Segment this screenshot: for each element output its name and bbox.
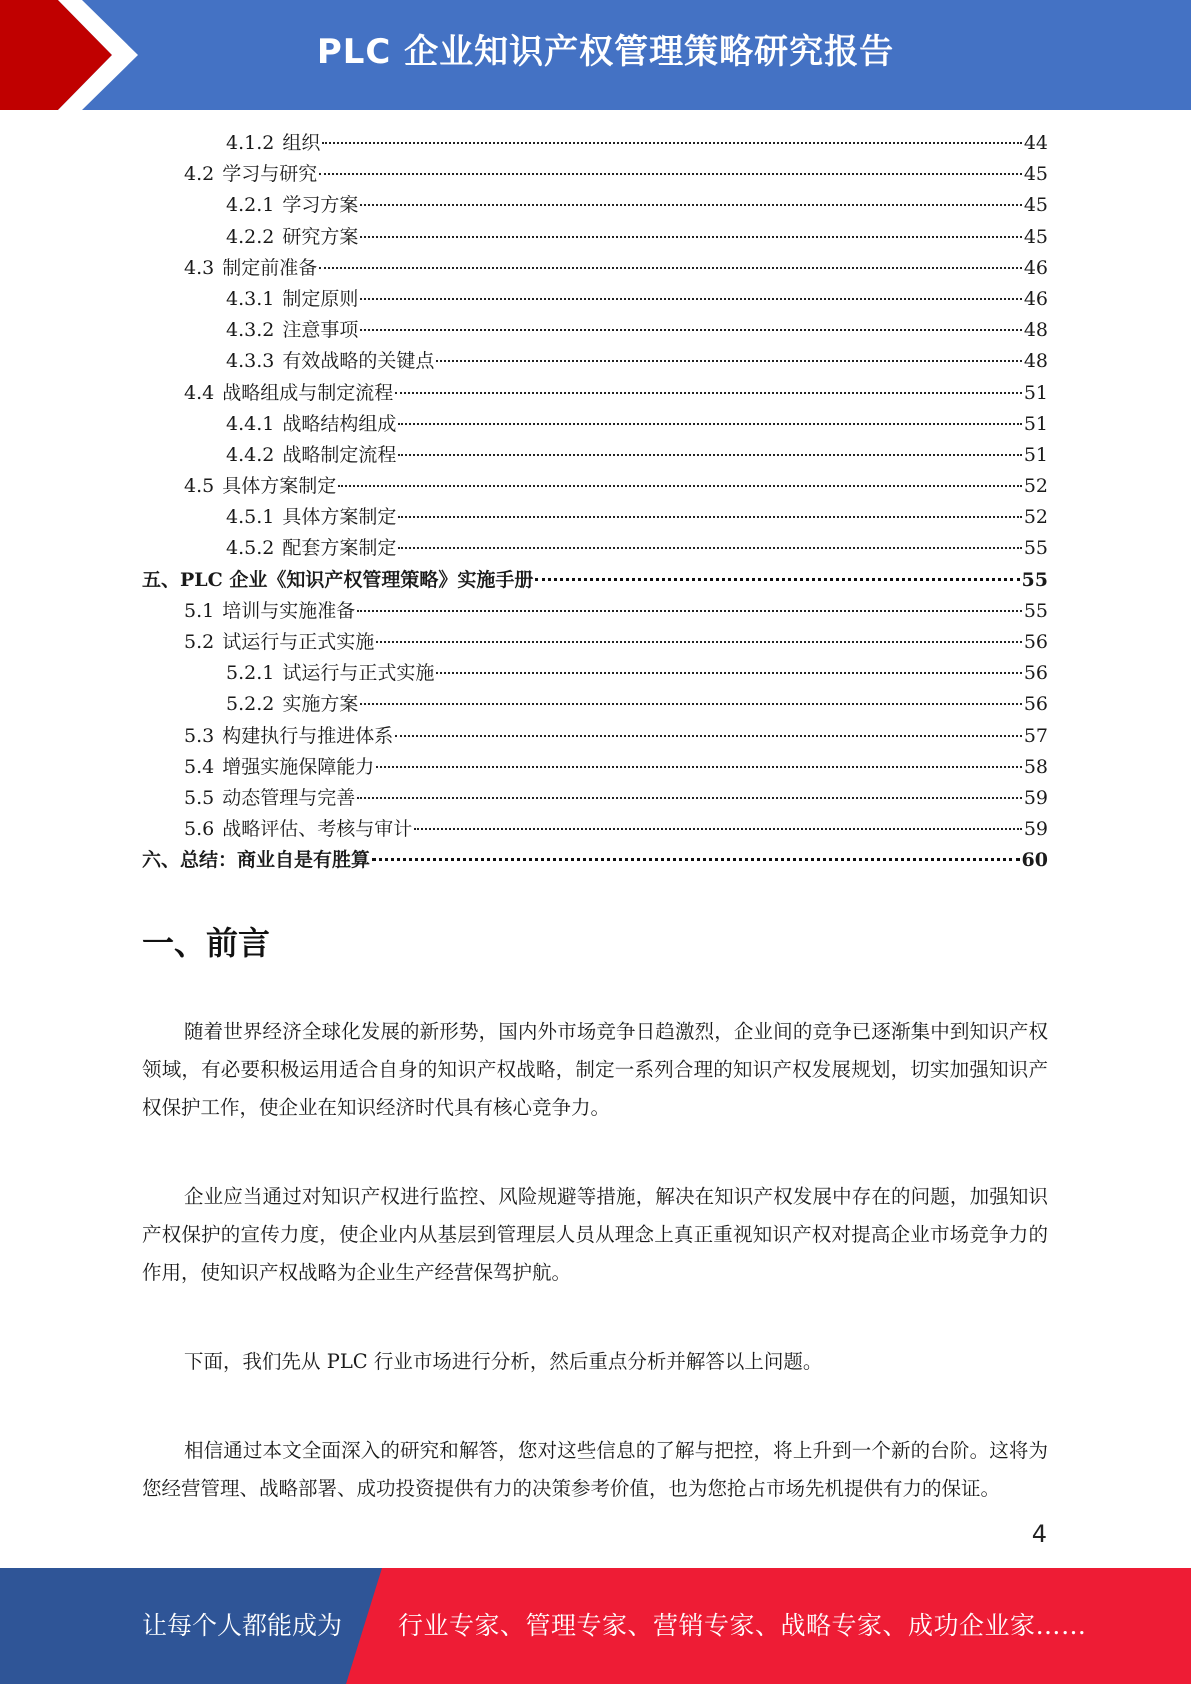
page-number: 4 bbox=[1031, 1520, 1047, 1548]
toc-entry-number: 4.4.2 bbox=[226, 443, 275, 466]
toc-entry-number: 4.4.1 bbox=[226, 412, 275, 435]
toc-dot-leader bbox=[357, 797, 1022, 799]
toc-dot-leader bbox=[436, 360, 1021, 362]
toc-entry[interactable] bbox=[142, 814, 1048, 845]
toc-entry-title: 培训与实施准备 bbox=[222, 599, 356, 622]
toc-entry-page: 51 bbox=[1023, 412, 1048, 435]
toc-entry-page: 46 bbox=[1023, 256, 1048, 279]
toc-dot-leader bbox=[372, 858, 1020, 861]
toc-entry-page: 57 bbox=[1023, 724, 1048, 747]
toc-dot-leader bbox=[357, 610, 1022, 612]
toc-entry-number: 4.5 bbox=[184, 475, 215, 498]
toc-entry-page: 56 bbox=[1023, 693, 1048, 716]
toc-entry-number: 4.1.2 bbox=[226, 132, 275, 154]
toc-entry-number: 4.3.3 bbox=[226, 350, 275, 373]
toc-entry-title: 配套方案制定 bbox=[282, 537, 397, 560]
toc-entry[interactable] bbox=[142, 440, 1048, 471]
toc-entry-number: 4.3.1 bbox=[226, 287, 275, 310]
toc-entry-title: 制定原则 bbox=[282, 287, 359, 310]
toc-entry-title: 试运行与正式实施 bbox=[282, 662, 435, 685]
toc-entry-number: 5.3 bbox=[184, 724, 215, 747]
toc-entry-number: 5.2.1 bbox=[226, 662, 275, 685]
toc-dot-leader bbox=[414, 828, 1022, 830]
table-of-contents bbox=[142, 128, 1048, 877]
toc-dot-leader bbox=[395, 392, 1022, 394]
toc-entry-title: 战略制定流程 bbox=[282, 443, 397, 466]
toc-entry-page: 52 bbox=[1023, 506, 1048, 529]
toc-entry-number: 4.4 bbox=[184, 381, 215, 404]
toc-entry[interactable] bbox=[142, 315, 1048, 346]
toc-entry-title: 具体方案制定 bbox=[282, 506, 397, 529]
toc-entry-page: 60 bbox=[1021, 849, 1048, 872]
toc-entry-number: 4.2.2 bbox=[226, 225, 275, 248]
toc-entry-page: 46 bbox=[1023, 287, 1048, 310]
toc-entry-number: 4.3.2 bbox=[226, 319, 275, 342]
toc-entry[interactable] bbox=[142, 222, 1048, 253]
toc-entry[interactable] bbox=[142, 658, 1048, 689]
toc-entry-title: 学习与研究 bbox=[222, 163, 318, 186]
toc-entry-page: 59 bbox=[1023, 786, 1048, 809]
toc-dot-leader bbox=[360, 204, 1021, 206]
toc-entry-title: 增强实施保障能力 bbox=[222, 755, 375, 778]
toc-entry-title: 动态管理与完善 bbox=[222, 786, 356, 809]
section-body bbox=[142, 1013, 1048, 1559]
toc-entry-number: 5.1 bbox=[184, 599, 215, 622]
toc-entry[interactable] bbox=[142, 409, 1048, 440]
toc-entry-page: 48 bbox=[1023, 319, 1048, 342]
report-title: PLC 企业知识产权管理策略研究报告 bbox=[316, 32, 895, 72]
toc-entry[interactable] bbox=[142, 783, 1048, 814]
toc-entry-page: 51 bbox=[1023, 381, 1048, 404]
toc-entry-page: 55 bbox=[1023, 599, 1048, 622]
toc-entry-number: 4.5.2 bbox=[226, 537, 275, 560]
toc-dot-leader bbox=[395, 735, 1022, 737]
toc-entry[interactable] bbox=[142, 253, 1048, 284]
toc-dot-leader bbox=[360, 298, 1021, 300]
toc-dot-leader bbox=[338, 485, 1022, 487]
toc-dot-leader bbox=[398, 547, 1021, 549]
toc-entry-number: 5.2 bbox=[184, 631, 215, 653]
toc-dot-leader bbox=[360, 236, 1021, 238]
toc-entry-page: 44 bbox=[1023, 132, 1048, 154]
section-heading: 一、前言 bbox=[142, 924, 271, 962]
toc-entry-title: 学习方案 bbox=[282, 194, 359, 217]
toc-entry-page: 48 bbox=[1023, 350, 1048, 373]
toc-dot-leader bbox=[319, 173, 1022, 175]
toc-entry[interactable] bbox=[142, 721, 1048, 752]
toc-dot-leader bbox=[360, 703, 1021, 705]
toc-entry[interactable] bbox=[142, 190, 1048, 221]
toc-entry-title: 实施方案 bbox=[282, 693, 359, 716]
toc-entry-number: 5.6 bbox=[184, 818, 215, 841]
toc-entry-title: 具体方案制定 bbox=[222, 475, 337, 498]
toc-dot-leader bbox=[376, 766, 1022, 768]
toc-entry-number: 5.5 bbox=[184, 786, 215, 809]
toc-entry-number: 4.2 bbox=[184, 163, 215, 186]
toc-entry[interactable] bbox=[142, 128, 1048, 159]
toc-entry-title: 研究方案 bbox=[282, 225, 359, 248]
toc-dot-leader bbox=[398, 454, 1021, 456]
toc-entry[interactable] bbox=[142, 471, 1048, 502]
toc-entry-number: 六、 bbox=[142, 849, 181, 872]
toc-entry[interactable] bbox=[142, 565, 1048, 596]
toc-entry-title: 战略组成与制定流程 bbox=[222, 381, 394, 404]
toc-dot-leader bbox=[376, 641, 1022, 643]
toc-entry-title: 试运行与正式实施 bbox=[222, 631, 375, 653]
toc-entry-number: 五、 bbox=[142, 568, 181, 591]
toc-entry-page: 55 bbox=[1023, 537, 1048, 560]
body-paragraph: 企业应当通过对知识产权进行监控、风险规避等措施，解决在知识产权发展中存在的问题，加强知识产权保护的宣传力度，使企业内从基层到管理层人员从理念上真正重视知识产权对提高企业市场竞争力的作用，使知识产权战略为企业生产经营保驾护航。 bbox=[142, 1185, 1048, 1284]
toc-entry-number: 4.2.1 bbox=[226, 194, 275, 217]
toc-entry[interactable] bbox=[142, 346, 1048, 377]
toc-entry-page: 52 bbox=[1023, 475, 1048, 498]
toc-entry-number: 4.5.1 bbox=[226, 506, 275, 529]
toc-entry[interactable] bbox=[142, 752, 1048, 783]
toc-dot-leader bbox=[535, 578, 1019, 581]
toc-entry-number: 5.4 bbox=[184, 755, 215, 778]
toc-entry[interactable] bbox=[142, 502, 1048, 533]
toc-entry-page: 45 bbox=[1023, 163, 1048, 186]
toc-entry[interactable] bbox=[142, 284, 1048, 315]
body-paragraph: 随着世界经济全球化发展的新形势，国内外市场竞争日趋激烈，企业间的竞争已逐渐集中到知识产权领域，有必要积极运用适合自身的知识产权战略，制定一系列合理的知识产权发展规划，切实加强知识产权保护工作，使企业在知识经济时代具有核心竞争力。 bbox=[142, 1020, 1048, 1119]
toc-entry[interactable] bbox=[142, 627, 1048, 658]
page-header bbox=[0, 0, 1191, 110]
toc-entry-title: PLC 企业《知识产权管理策略》实施手册 bbox=[180, 568, 534, 591]
body-paragraph: 下面，我们先从 PLC 行业市场进行分析，然后重点分析并解答以上问题。 bbox=[184, 1350, 823, 1373]
body-paragraph: 相信通过本文全面深入的研究和解答，您对这些信息的了解与把控，将上升到一个新的台阶。这将为您经营管理、战略部署、成功投资提供有力的决策参考价值，也为您抢占市场先机提供有力的保证。 bbox=[142, 1439, 1048, 1500]
toc-dot-leader bbox=[360, 329, 1021, 331]
toc-entry-title: 制定前准备 bbox=[222, 256, 318, 279]
toc-entry-page: 45 bbox=[1023, 225, 1048, 248]
toc-entry-number: 4.3 bbox=[184, 256, 215, 279]
footer-slogan-left: 让每个人都能成为 bbox=[142, 1611, 343, 1640]
toc-entry[interactable] bbox=[142, 533, 1048, 564]
toc-entry-page: 55 bbox=[1021, 568, 1048, 591]
toc-entry-page: 45 bbox=[1023, 194, 1048, 217]
toc-entry-title: 构建执行与推进体系 bbox=[222, 724, 394, 747]
toc-entry-page: 51 bbox=[1023, 443, 1048, 466]
toc-dot-leader bbox=[398, 516, 1021, 518]
toc-entry[interactable] bbox=[142, 689, 1048, 720]
toc-entry-title: 组织 bbox=[282, 132, 321, 154]
toc-dot-leader bbox=[322, 142, 1021, 144]
toc-entry-page: 58 bbox=[1023, 755, 1048, 778]
toc-dot-leader bbox=[319, 267, 1022, 269]
toc-entry[interactable] bbox=[142, 159, 1048, 190]
toc-entry-page: 59 bbox=[1023, 818, 1048, 841]
toc-dot-leader bbox=[398, 423, 1021, 425]
page-footer bbox=[0, 1568, 1191, 1684]
toc-entry[interactable] bbox=[142, 378, 1048, 409]
toc-entry[interactable] bbox=[142, 596, 1048, 627]
toc-dot-leader bbox=[436, 672, 1021, 674]
toc-entry-title: 战略评估、考核与审计 bbox=[222, 818, 413, 841]
footer-slogan-right: 行业专家、管理专家、营销专家、战略专家、成功企业家…… bbox=[398, 1611, 1087, 1640]
toc-entry-number: 5.2.2 bbox=[226, 693, 275, 716]
toc-entry-title: 战略结构组成 bbox=[282, 412, 397, 435]
toc-entry-page: 56 bbox=[1023, 662, 1048, 685]
toc-entry-page: 56 bbox=[1023, 631, 1048, 653]
toc-entry-title: 有效战略的关键点 bbox=[282, 350, 435, 373]
toc-entry[interactable] bbox=[142, 845, 1048, 876]
toc-entry-title: 注意事项 bbox=[282, 319, 359, 342]
toc-entry-title: 总结：商业自是有胜算 bbox=[180, 849, 371, 872]
